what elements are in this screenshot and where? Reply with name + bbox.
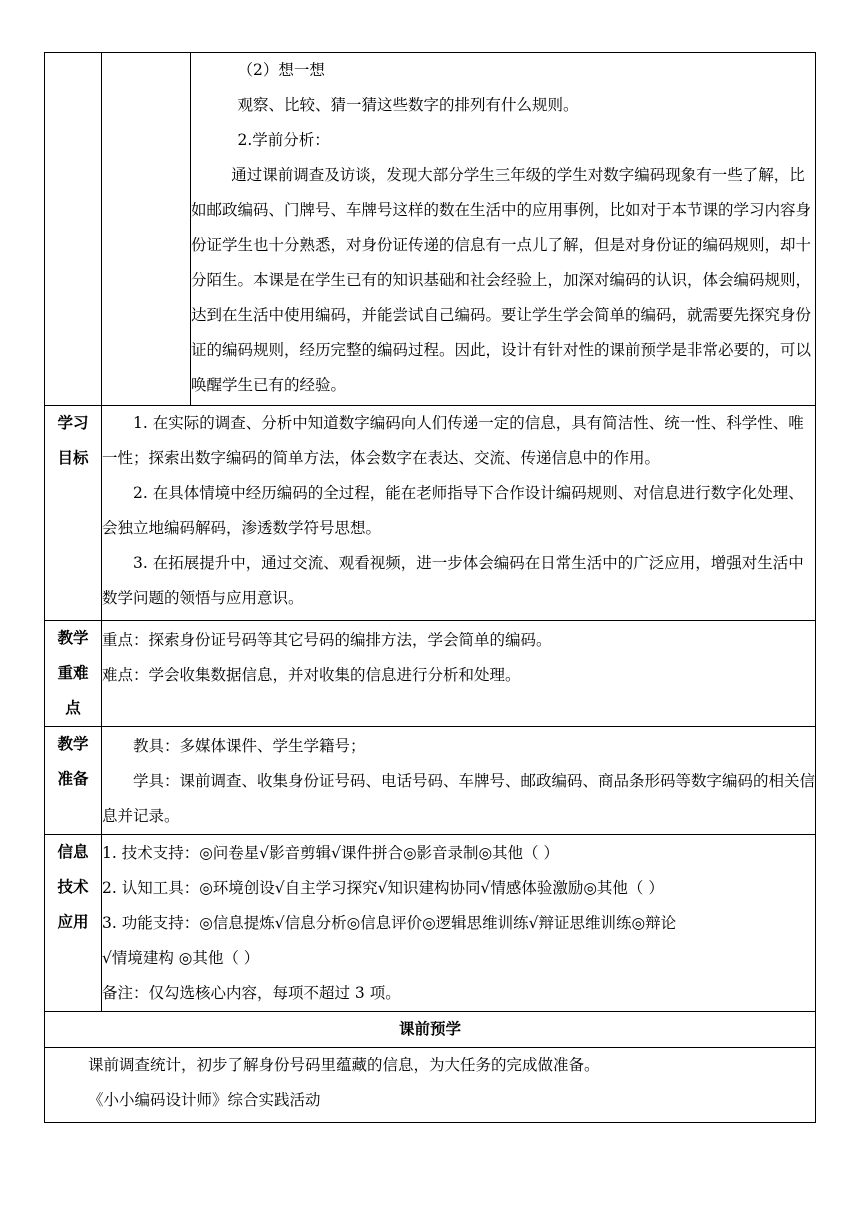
analysis-heading: 2.学前分析：: [237, 131, 330, 149]
think-heading: （2）想一想: [237, 61, 325, 79]
analysis-cell: [191, 53, 816, 406]
note-line: 备注：仅勾选核心内容，每项不超过 3 项。: [102, 984, 401, 1002]
key-points-row: [45, 621, 816, 727]
it-row: [45, 835, 816, 1012]
key-points-label: 教学 重难 点: [45, 621, 102, 727]
think-text: 观察、比较、猜一猜这些数字的排列有什么规则。: [237, 96, 579, 114]
key-points-content: [102, 621, 816, 727]
focus-text: 重点：探索身份证号码等其它号码的编排方法，学会简单的编码。: [102, 631, 552, 649]
lesson-plan-table: [44, 52, 816, 1123]
goal-item: 1. 在实际的调查、分析中知道数字编码向人们传递一定的信息，具有简洁性、统一性、科学性、唯一性；探索出数字编码的简单方法，体会数字在表达、交流、传递信息中的作用。: [102, 414, 804, 467]
function-support-line: 3. 功能支持：◎信息提炼√信息分析◎信息评价◎逻辑思维训练√辩证思维训练◎辩论: [102, 914, 677, 932]
cognitive-tools-line: 2. 认知工具：◎环境创设√自主学习探究√知识建构协同√情感体验激励◎其他（ ）: [102, 879, 664, 897]
it-content: [102, 835, 816, 1012]
teacher-tools: 教具：多媒体课件、学生学籍号；: [133, 737, 366, 755]
pre-study-row: [45, 1048, 816, 1123]
it-label: 信息 技术 应用: [45, 835, 102, 1012]
student-tools: 学具：课前调查、收集身份证号码、电话号码、车牌号、邮政编码、商品条形码等数字编码的相关信息并记录。: [102, 772, 816, 825]
preparation-row: [45, 727, 816, 835]
goals-content: [102, 406, 816, 621]
sub-label-cell-empty: [102, 53, 191, 406]
goals-row: [45, 406, 816, 621]
label-cell-empty: [45, 53, 102, 406]
goal-item: 3. 在拓展提升中，通过交流、观看视频，进一步体会编码在日常生活中的广泛应用，增强对生活中数学问题的领悟与应用意识。: [102, 554, 804, 607]
pre-study-activity: 《小小编码设计师》综合实践活动: [88, 1091, 321, 1109]
preparation-label: 教学 准备: [45, 727, 102, 835]
function-support-line-cont: √情境建构 ◎其他（ ）: [102, 949, 260, 967]
goal-item: 2. 在具体情境中经历编码的全过程，能在老师指导下合作设计编码规则、对信息进行数字化处理、会独立地编码解码，渗透数学符号思想。: [102, 484, 804, 537]
goals-label: 学习 目标: [45, 406, 102, 621]
pre-study-content: [45, 1048, 816, 1123]
tech-support-line: 1. 技术支持：◎问卷星√影音剪辑√课件拼合◎影音录制◎其他（ ）: [102, 844, 559, 862]
pre-study-line: 课前调查统计，初步了解身份号码里蕴藏的信息，为大任务的完成做准备。: [88, 1056, 600, 1074]
pre-study-heading-row: [45, 1012, 816, 1048]
difficulty-text: 难点：学会收集数据信息，并对收集的信息进行分析和处理。: [102, 666, 521, 684]
preparation-content: [102, 727, 816, 835]
pre-study-heading: 课前预学: [45, 1012, 816, 1048]
analysis-text: 通过课前调查及访谈，发现大部分学生三年级的学生对数字编码现象有一些了解，比如邮政编码、门牌号、车牌号这样的数在生活中的应用事例，比如对于本节课的学习内容身份证学生也十分熟悉，对身份证传递的信息有一点儿了解，但是对身份证的编码规则，却十分陌生。本课是在学生已有的知识基础和社会经验上，加深对编码的认识，体会编码规则，达到在生活中使用编码，并能尝试自己编码。要让学生学会简单的编码，就需要先探究身份证的编码规则，经历完整的编码过程。因此，设计有针对性的课前预学是非常必要的，可以唤醒学生已有的经验。: [191, 166, 812, 394]
analysis-row: [45, 53, 816, 406]
